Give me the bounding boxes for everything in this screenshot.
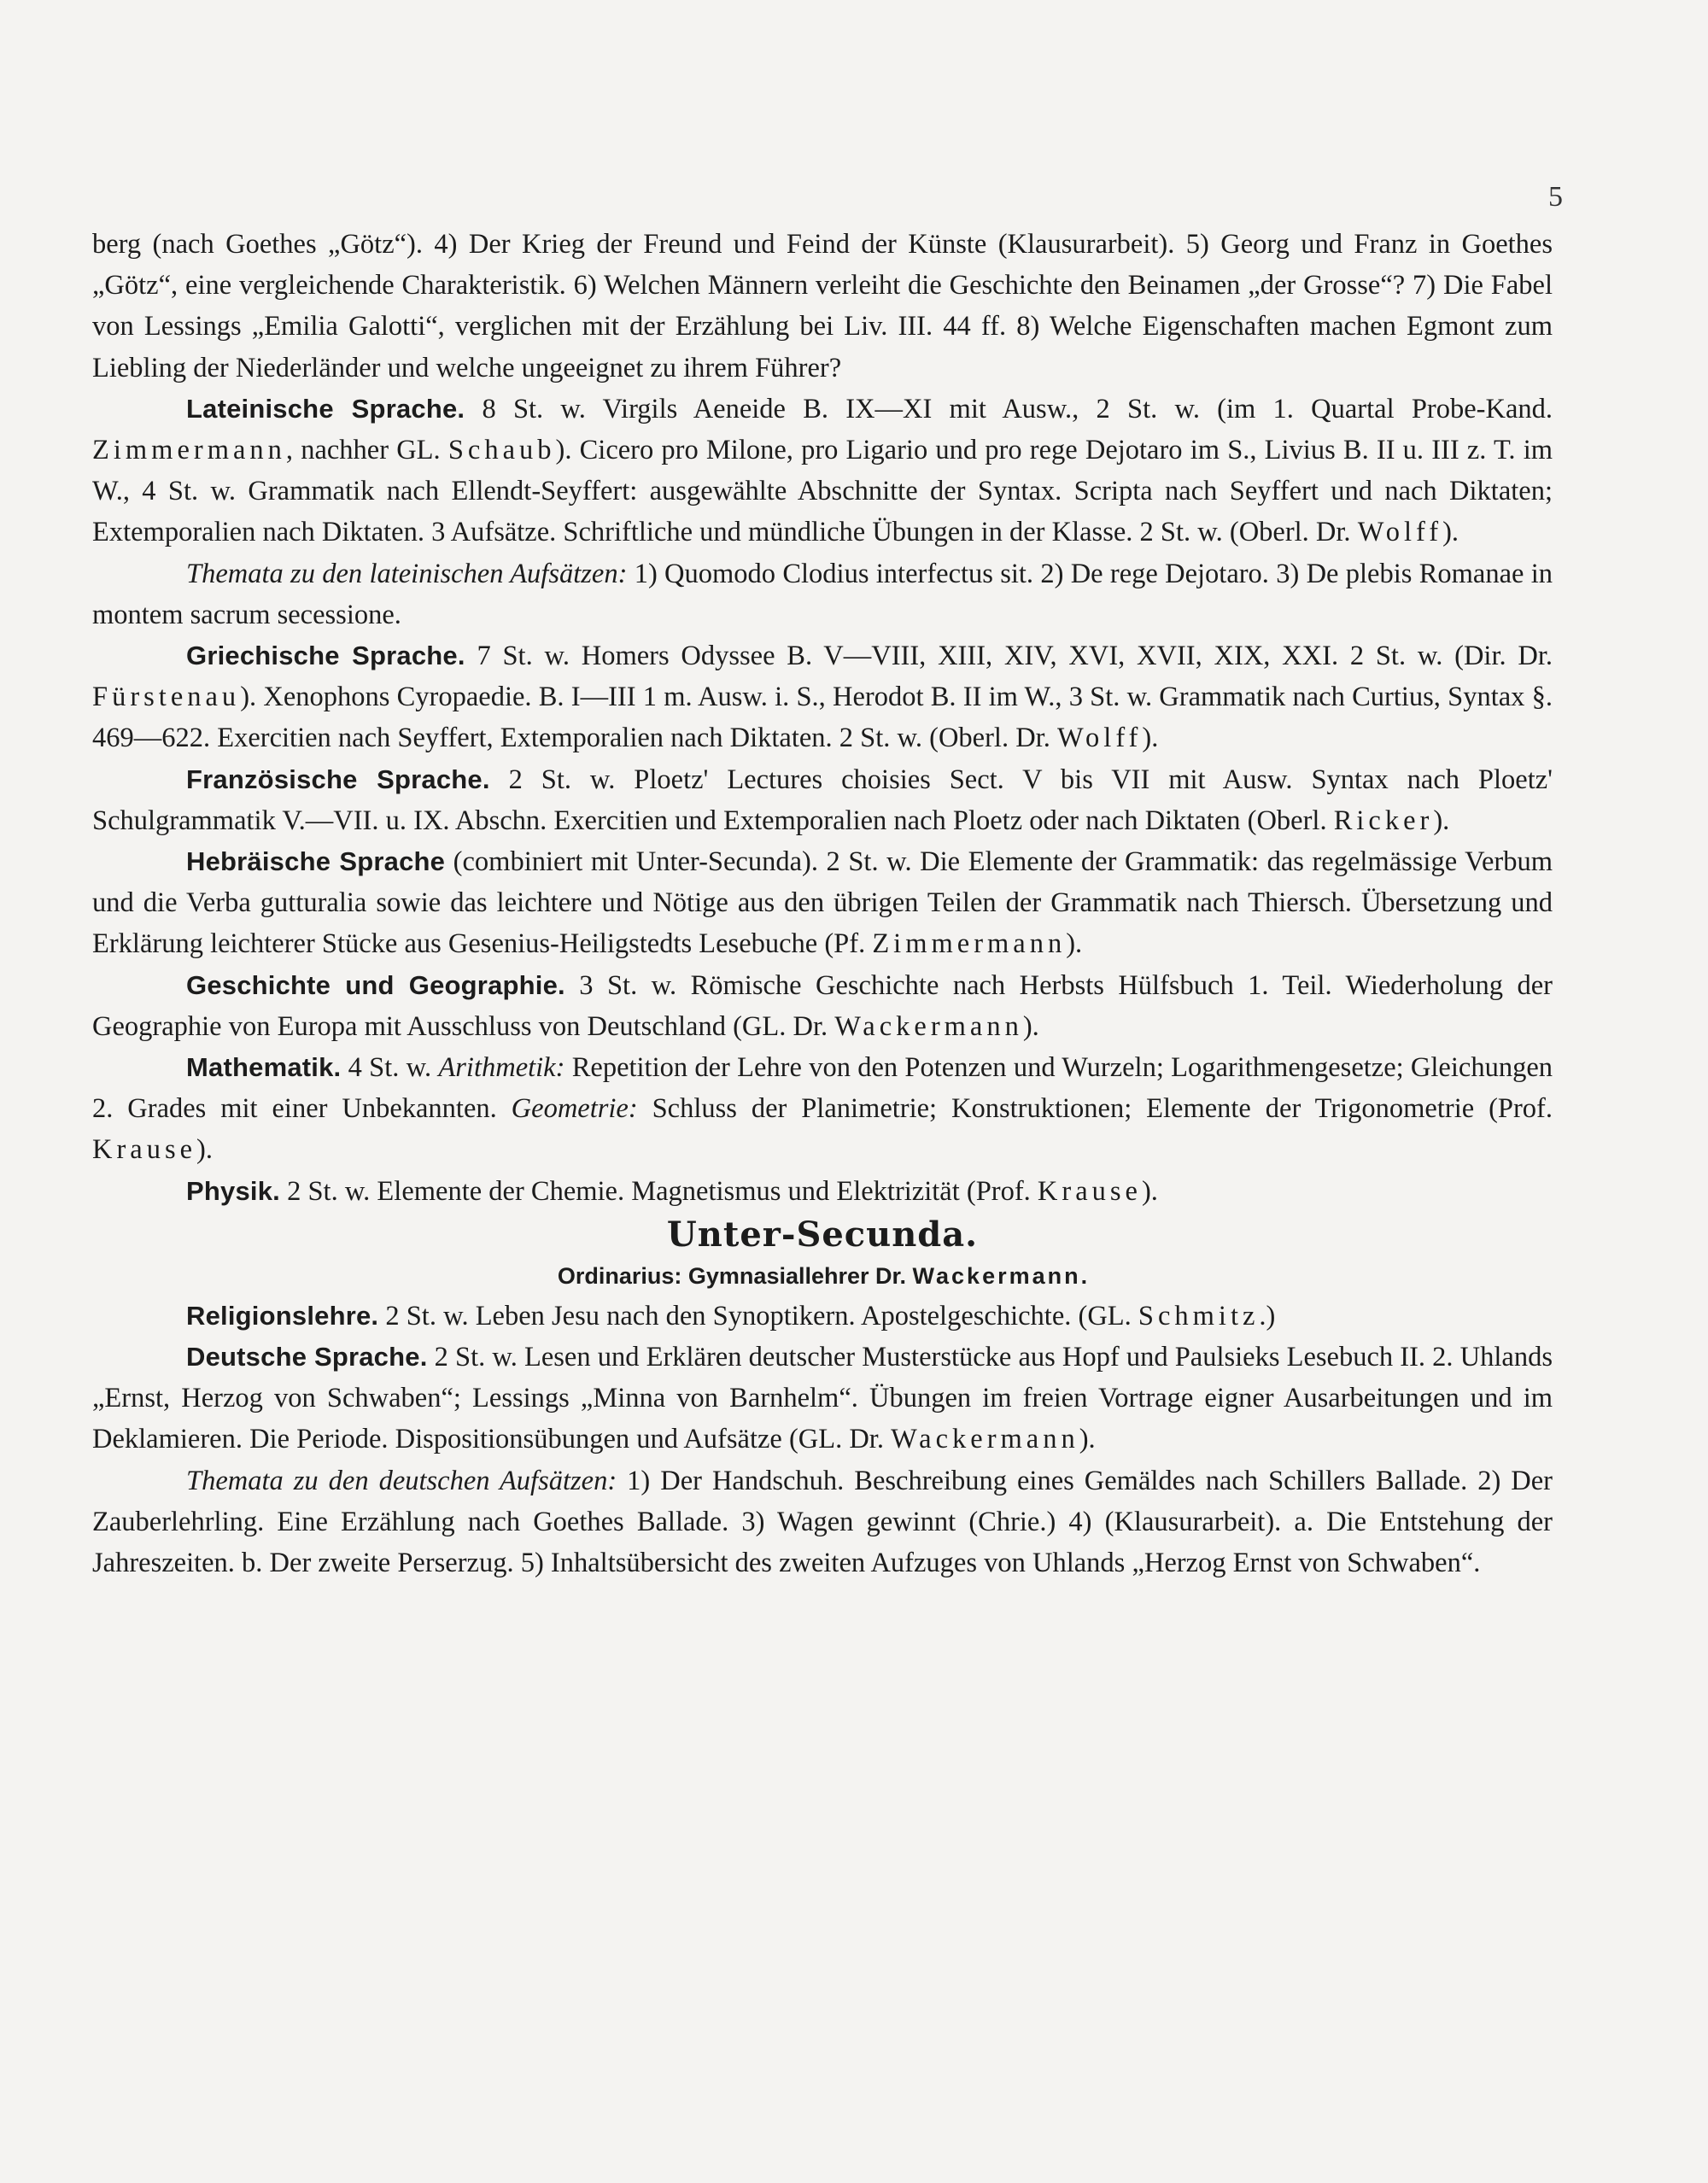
text-run: Schluss der Planimetrie; Konstruktionen; Elemente der Trigonometrie (Prof. [637,1093,1553,1125]
teacher-name: Ricker [1333,805,1434,836]
text-run: ). [1142,723,1159,754]
page-number: 5 [1548,181,1563,213]
text-run: Repetition der Lehre von den Potenzen und Wurzeln; Logarithmengesetze; Gleichungen 2. Grades mit einer Unbekannten. [92,1052,1553,1125]
text-run: (combiniert mit Unter-Secunda). 2 St. w. Die Elemente der Grammatik: das regelmässige Verbum und die Verba gutturalia sowie das leichtere und Nötige aus den übrigen Teilen der Grammatik nach Thiersch. Übersetzung und Erklärung leichterer Stücke aus Gesenius-Heiligstedts Lesebuche (Pf. [92,846,1553,960]
text-run: 2 St. w. Elemente der Chemie. Magnetismus und Elektrizität (Prof. [279,1175,1038,1207]
text-run: ). [196,1134,213,1166]
text-run: 7 St. w. Homers Odyssee B. V—VIII, XIII, XIV, XVI, XVII, XIX, XXI. 2 St. w. (Dir. Dr. [465,641,1553,672]
text-run: 2 St. w. Ploetz' Lectures choisies Sect. V bis VII mit Ausw. Syntax nach Ploetz' Schulgrammatik V.—VII. u. IX. Abschn. Exercitien und Extemporalien nach Ploetz oder nach Diktaten (Oberl. [92,764,1553,836]
teacher-name: Schaub [447,435,556,466]
text-run: ). [1022,1010,1039,1042]
teacher-name: Wolff [1056,723,1143,754]
themata-text-deutsch: 1) Der Handschuh. Beschreibung eines Gemäldes nach Schillers Ballade. 2) Der Zauberlehrling. Eine Erzählung nach Goethes Ballade. 3) Wagen gewinnt (Chrie.) 4) (Klausurarbeit). a. Die Entstehung der Jahreszeiten. b. Der zweite Perserzug. 5) Inhaltsübersicht des zweiten Aufzuges von Uhlands „Herzog Ernst von Schwaben“. [92,1465,1553,1579]
teacher-name: Wolff [1357,517,1443,548]
section-hebraeisch [92,841,1553,965]
latein-themata [92,553,1553,635]
section-mathematik [92,1047,1553,1171]
subject-label-griechisch: Griechische Sprache. [186,641,465,671]
section-latein [92,389,1553,553]
text-run: 2 St. w. Leben Jesu nach den Synoptikern. Apostelgeschichte. (GL. [378,1300,1138,1331]
subtopic-label: Arithmetik: [438,1052,565,1084]
text-run: 8 St. w. Virgils Aeneide B. IX—XI mit Ausw., 2 St. w. (im 1. Quartal Probe-Kand. [465,393,1553,424]
teacher-name: Zimmermann [872,928,1067,960]
ordinarius-line [92,1256,1553,1296]
text-run: , nachher GL. [285,435,448,466]
class-heading: Unter-Secunda. [666,1214,979,1255]
teacher-name: Krause [1037,1175,1142,1207]
teacher-name: Zimmermann [92,435,286,466]
teacher-name: Fürstenau [92,682,241,713]
aufsatz-topics-text: berg (nach Goethes „Götz“). 4) Der Krieg der Freund und Feind der Künste (Klausurarbeit). 5) Georg und Franz in Goethes „Götz“, eine vergleichende Charakteristik. 6) Welchen Männern verleiht die Geschichte den Beinamen „der Grosse“? 7) Die Fabel von Lessings „Emilia Galotti“, verglichen mit der Erzählung bei Liv. III. 44 ff. 8) Welche Eigenschaften machen Egmont zum Liebling der Niederländer und welche ungeeignet zu ihrem Führer? [92,229,1553,383]
ordinarius-name: Wackermann [912,1262,1081,1289]
teacher-name: Wackermann [834,1010,1023,1042]
text-run: .) [1259,1300,1276,1331]
subject-label-hebraeisch: Hebräische Sprache [186,846,446,877]
section-franzoesisch [92,759,1553,841]
text-run: 4 St. w. [341,1052,439,1084]
teacher-name: Schmitz [1138,1300,1260,1331]
section-geschichte [92,965,1553,1047]
aufsatz-topics-continued [92,224,1553,389]
text-run: 2 St. w. Lesen und Erklären deutscher Musterstücke aus Hopf und Paulsieks Lesebuch II. 2. Uhlands „Ernst, Herzog von Schwaben“; Lessings „Minna von Barnhelm“. Übungen im freien Vortrage eigner Ausarbeitungen und im Deklamieren. Die Periode. Dispositionsübungen und Aufsätze (GL. Dr. [92,1342,1553,1455]
section-griechisch [92,635,1553,759]
subject-label-mathematik: Mathematik. [186,1052,342,1083]
themata-label-deutsch: Themata zu den deutschen Aufsätzen: [186,1465,617,1496]
text-run: ). [1079,1424,1096,1455]
section-physik [92,1171,1553,1212]
ordinarius-label: Ordinarius: [557,1262,682,1289]
subject-label-deutsch: Deutsche Sprache. [186,1342,428,1372]
subject-label-physik: Physik. [186,1175,280,1206]
text-run: ). [1066,928,1083,960]
text-run: ). Xenophons Cyropaedie. B. I—III 1 m. Ausw. i. S., Herodot B. II im W., 3 St. w. Grammatik nach Curtius, Syntax §. 469—622. Exercitien nach Seyffert, Extemporalien nach Diktaten. 2 St. w. (Oberl. Dr. [92,682,1553,754]
text-run: 3 St. w. Römische Geschichte nach Herbsts Hülfsbuch 1. Teil. Wiederholung der Geographie von Europa mit Ausschluss von Deutschland (GL. Dr. [92,969,1553,1042]
text-run: ). [1442,517,1459,548]
themata-label-latein: Themata zu den lateinischen Aufsätzen: [186,558,628,589]
text-run: ). [1433,805,1450,836]
subtopic-label: Geometrie: [511,1093,638,1125]
teacher-name: Krause [92,1134,197,1166]
subject-label-latein: Lateinische Sprache. [186,393,465,424]
body-text [92,224,1553,1583]
subject-label-religion: Religionslehre. [186,1300,379,1331]
text-run: ). [1141,1175,1158,1207]
subject-label-geschichte: Geschichte und Geographie. [186,969,565,1000]
text-run: . [1080,1262,1088,1289]
themata-text-latein: 1) Quomodo Clodius interfectus sit. 2) De rege Dejotaro. 3) De plebis Romanae in montem sacrum secessione. [92,558,1553,630]
teacher-name: Wackermann [891,1424,1079,1455]
subject-label-franzoesisch: Französische Sprache. [186,764,490,794]
text-run: ). Cicero pro Milone, pro Ligario und pro rege Dejotaro im S., Livius B. II u. III z. T. im W., 4 St. w. Grammatik nach Ellendt-Seyffert: ausgewählte Abschnitte der Syntax. Scripta nach Seyffert und nach Diktaten; Extemporalien nach Diktaten. 3 Aufsätze. Schriftliche und mündliche Übungen in der Klasse. 2 St. w. (Oberl. Dr. [92,435,1553,548]
section-deutsch [92,1337,1553,1460]
deutsch-themata [92,1460,1553,1584]
ordinarius-title: Gymnasiallehrer Dr. [681,1262,913,1289]
section-religion [92,1296,1553,1337]
